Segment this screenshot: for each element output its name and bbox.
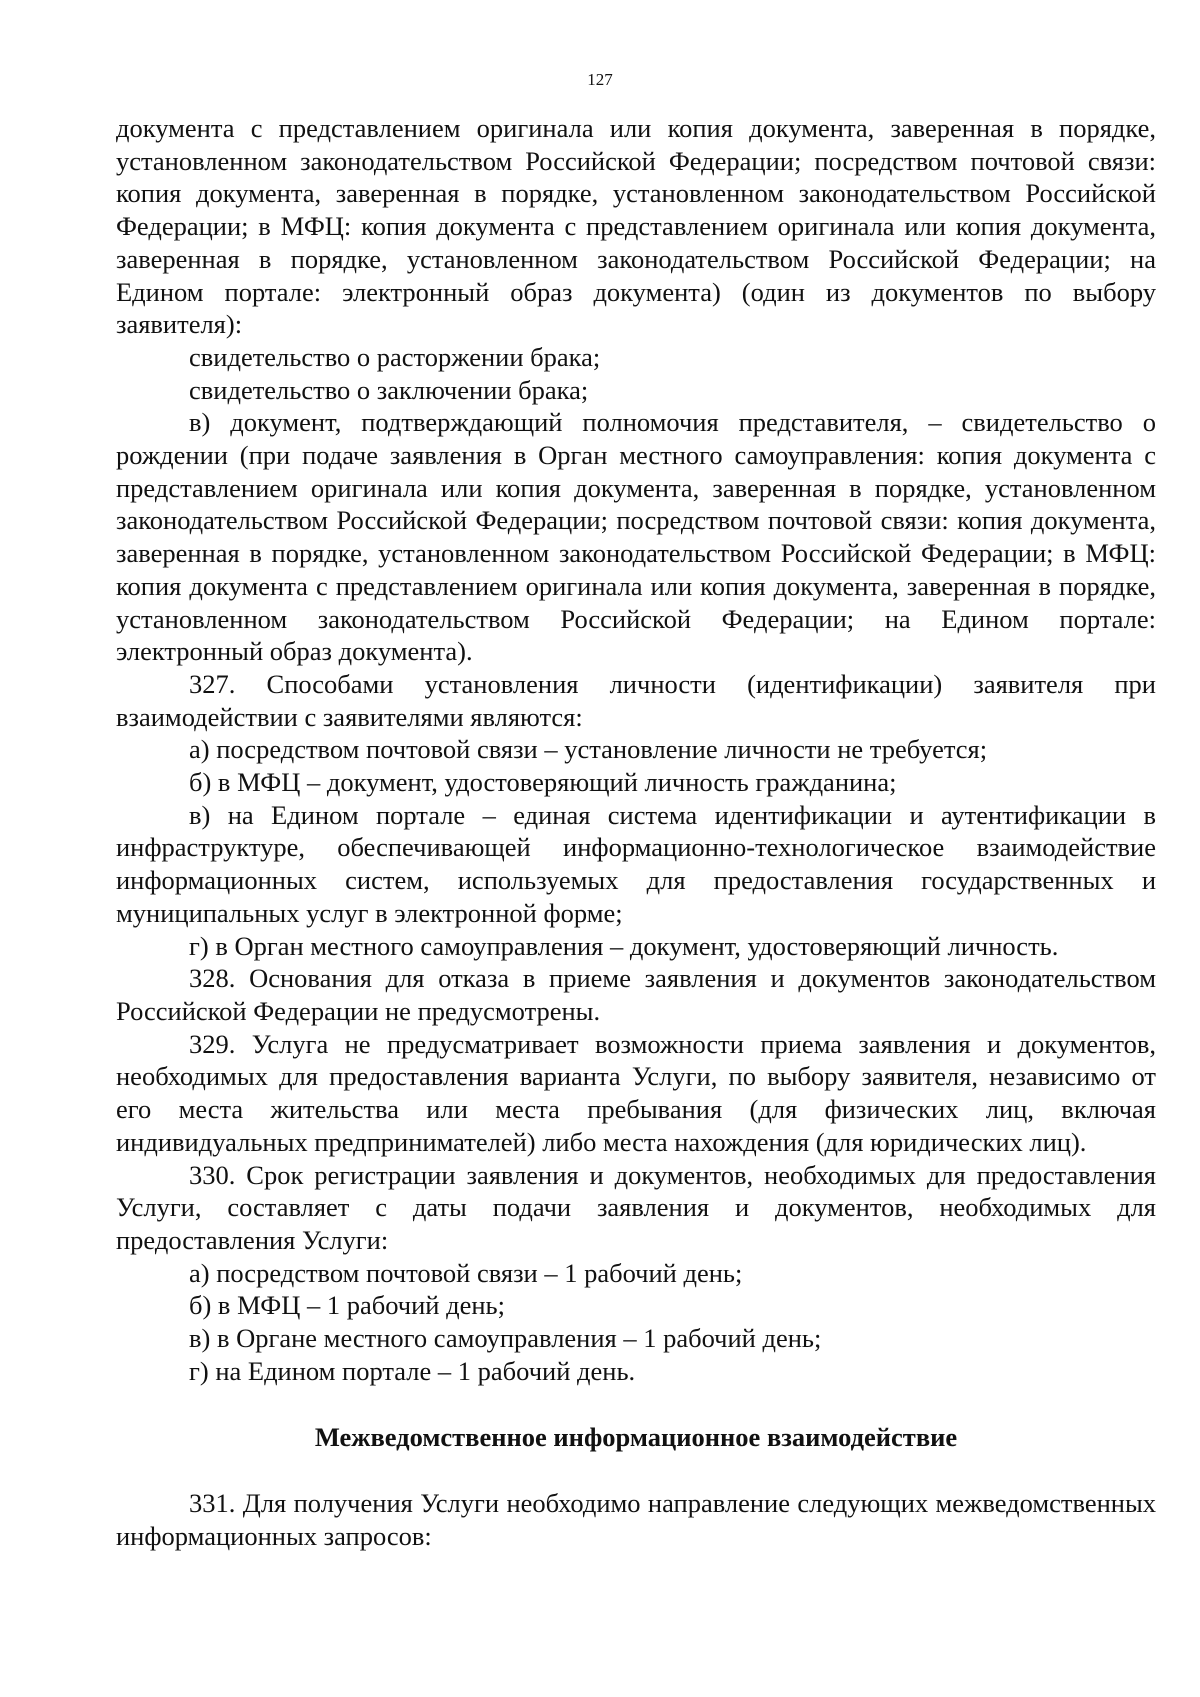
list-item-330-a: а) посредством почтовой связи – 1 рабочий день; xyxy=(189,1257,743,1288)
paragraph-328: 328. Основания для отказа в приеме заявления и документов законодательством Российской Федерации не предусмотрены. xyxy=(116,963,1156,1026)
paragraph-327: 327. Способами установления личности (идентификации) заявителя при взаимодействии с заявителями являются: xyxy=(116,668,1156,732)
paragraph-329: 329. Услуга не предусматривает возможности приема заявления и документов, необходимых для предоставления варианта Услуги, по выбору заявителя, независимо от его места жительства или места пребывания (для физических лиц, включая индивидуальных предпринимателей) либо места нахождения (для юридических лиц). xyxy=(116,1028,1156,1157)
paragraph-330: 330. Срок регистрации заявления и документов, необходимых для предоставления Услуги, составляет с даты подачи заявления и документов, необходимых для предоставления Услуги: xyxy=(116,1159,1156,1255)
paragraph-331: 331. Для получения Услуги необходимо направление следующих межведомственных информационных запросов: xyxy=(116,1488,1156,1551)
list-item-330-b: б) в МФЦ – 1 рабочий день; xyxy=(189,1290,505,1321)
list-item-327-g: г) в Орган местного самоуправления – документ, удостоверяющий личность. xyxy=(189,930,1059,961)
paragraph-representative-document: в) документ, подтверждающий полномочия представителя, – свидетельство о рождении (при подаче заявления в Орган местного самоуправления: копия документа с представлением оригинала или копия документа, заверенная в порядке, установленном законодательством Российской Федерации; посредством почтовой связи: копия документа, заверенная в порядке, установленном законодательством Российской Федерации; в МФЦ: копия документа с представлением оригинала или копия документа, заверенная в порядке, установленном законодательством Российской Федерации; на Едином портале: электронный образ документа). xyxy=(116,407,1156,667)
page-number: 127 xyxy=(587,70,613,89)
list-item-327-v: в) на Едином портале – единая система идентификации и аутентификации в инфраструктуре, обеспечивающей информационно-технологическое взаимодействие информационных систем, используемых для предоставления государственных и муниципальных услуг в электронной форме; xyxy=(116,799,1156,928)
list-item-330-v: в) в Органе местного самоуправления – 1 рабочий день; xyxy=(189,1323,822,1354)
list-item-marriage-certificate: свидетельство о заключении брака; xyxy=(189,374,589,405)
section-heading: Межведомственное информационное взаимодействие xyxy=(314,1422,958,1453)
list-item-327-a: а) посредством почтовой связи – установление личности не требуется; xyxy=(189,734,988,765)
paragraph-document-continuation: документа с представлением оригинала или копия документа, заверенная в порядке, установленном законодательством Российской Федерации; посредством почтовой связи: копия документа, заверенная в порядке, установленном законодательством Российской Федерации; в МФЦ: копия документа с представлением оригинала или копия документа, заверенная в порядке, установленном законодательством Российской Федерации; на Едином портале: электронный образ документа) (один из документов по выбору заявителя): xyxy=(116,113,1156,340)
list-item-divorce-certificate: свидетельство о расторжении брака; xyxy=(189,341,601,372)
list-item-327-b: б) в МФЦ – документ, удостоверяющий личность гражданина; xyxy=(189,767,897,798)
list-item-330-g: г) на Едином портале – 1 рабочий день. xyxy=(189,1355,636,1386)
document-body xyxy=(116,112,1156,1553)
